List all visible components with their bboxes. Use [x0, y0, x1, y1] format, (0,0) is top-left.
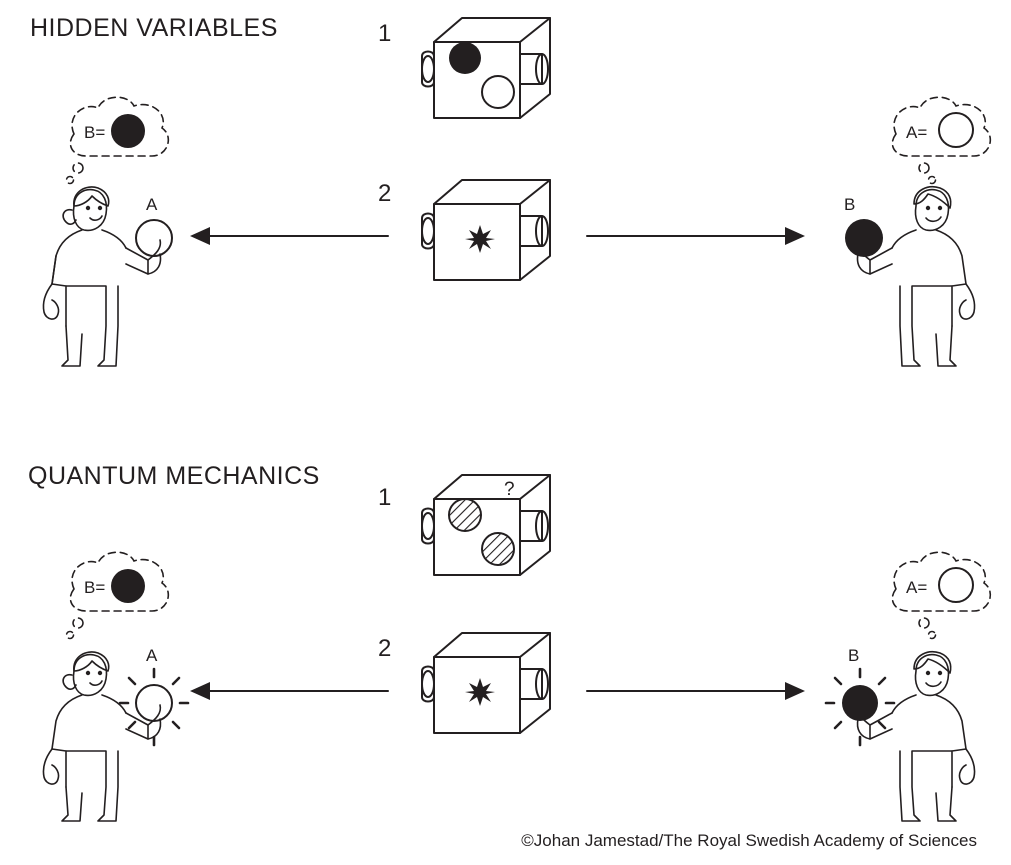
particle-label-B-quantum: B	[848, 646, 860, 665]
particle-label-A-quantum: A	[146, 646, 158, 665]
woman-holding-white-ball-hidden	[22, 88, 222, 368]
thought-label-left-hidden: B=	[84, 123, 106, 142]
person-body-right-hidden	[858, 187, 975, 366]
box-with-undetermined-balls	[420, 465, 580, 595]
box-emitting-particles-hidden	[420, 170, 580, 300]
man-holding-black-ball-quantum	[800, 543, 1000, 823]
thought-bubble-right-quantum	[892, 552, 990, 638]
box-with-black-and-white-ball	[420, 8, 580, 128]
box-question-mark: ?	[504, 479, 515, 500]
arrow-right-hidden	[585, 218, 805, 254]
thought-bubble-right-hidden	[892, 97, 990, 183]
thought-label-right-hidden: A=	[906, 123, 928, 142]
panel-title-hidden-variables: HIDDEN VARIABLES	[30, 14, 278, 42]
panel-title-quantum-mechanics: QUANTUM MECHANICS	[28, 462, 320, 490]
thought-label-left-quantum: B=	[84, 578, 106, 597]
particle-label-B-hidden: B	[844, 195, 856, 214]
thought-bubble-left-quantum	[67, 552, 169, 638]
panel-quantum-mechanics	[0, 445, 1011, 825]
step-number-2-hidden: 2	[378, 180, 392, 207]
man-holding-black-ball-hidden	[800, 88, 1000, 368]
step-number-1-hidden: 1	[378, 20, 392, 47]
spark-icon	[465, 678, 495, 706]
particle-label-A-hidden: A	[146, 195, 158, 214]
arrow-right-quantum	[585, 673, 805, 709]
held-ball-left-quantum	[120, 669, 188, 745]
step-number-2-quantum: 2	[378, 635, 392, 662]
step-number-1-quantum: 1	[378, 484, 392, 511]
panel-hidden-variables	[0, 0, 1011, 420]
woman-holding-white-ball-quantum	[22, 543, 222, 823]
held-ball-right-hidden	[845, 219, 883, 257]
spark-icon	[465, 225, 495, 253]
box-emitting-particles-quantum	[420, 623, 580, 753]
person-body-left-quantum	[43, 652, 160, 821]
thought-bubble-left-hidden	[67, 97, 169, 183]
person-body-left-hidden	[43, 187, 160, 366]
thought-label-right-quantum: A=	[906, 578, 928, 597]
person-body-right-quantum	[858, 652, 975, 821]
held-ball-left-hidden	[136, 220, 172, 256]
figure-caption: ©Johan Jamestad/The Royal Swedish Academy of Sciences	[521, 831, 977, 850]
